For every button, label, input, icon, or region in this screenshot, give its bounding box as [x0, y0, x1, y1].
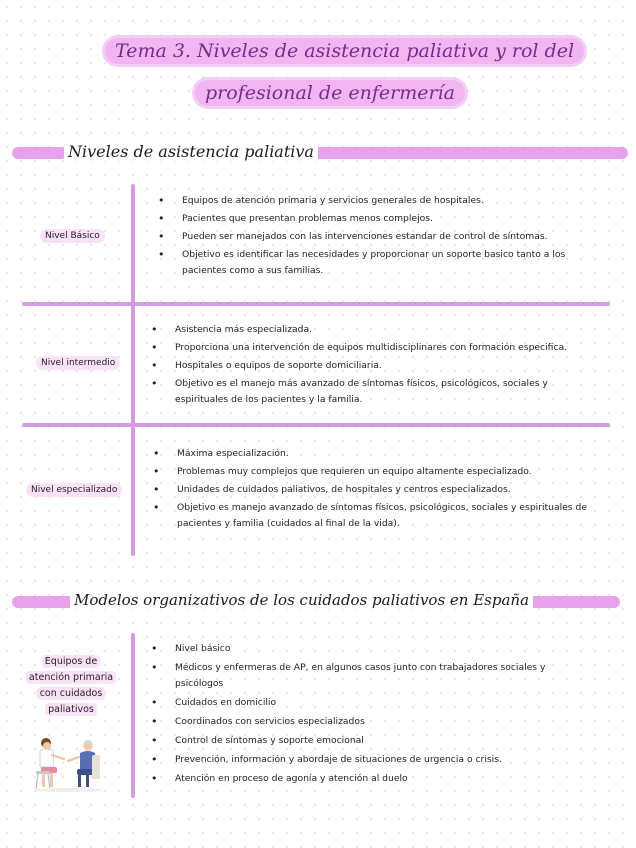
- model-label-line: atención primaria: [26, 671, 116, 684]
- list-item: • Objetivo es el manejo más avanzado de síntomas físicos, psicológicos, sociales y espirituales de los pacientes y la familia.: [151, 376, 591, 408]
- levels-divider-2: [22, 423, 610, 427]
- list-item: • Médicos y enfermeras de AP, en algunos casos junto con trabajadores sociales y psicólogos: [151, 660, 591, 692]
- model-list: [151, 641, 591, 787]
- list-item: • Máxima especialización.: [153, 446, 603, 462]
- model-label: [21, 654, 121, 718]
- model-label-line: paliativos: [45, 703, 97, 716]
- list-item: • Pacientes que presentan problemas menos complejos.: [158, 211, 598, 227]
- levels-divider-1: [22, 302, 610, 306]
- level-basic-list: [158, 193, 598, 279]
- list-item: • Atención en proceso de agonía y atención al duelo: [151, 771, 591, 787]
- level-basic-label: Nivel Básico: [40, 229, 105, 243]
- list-item: • Cuidados en domicilio: [151, 695, 591, 711]
- section-1-bar-left: [12, 147, 67, 159]
- list-item: • Nivel básico: [151, 641, 591, 657]
- list-item: • Hospitales o equipos de soporte domiciliaria.: [151, 358, 591, 374]
- level-intermediate-label: Nivel intermedio: [36, 356, 120, 370]
- list-item: • Objetivo es manejo avanzado de síntomas físicos, psicológicos, sociales y espirituales de pacientes y familia (cuidados al final de la vida).: [153, 500, 603, 532]
- section-2-heading: Modelos organizativos de los cuidados paliativos en España: [70, 591, 533, 609]
- list-item: • Asistencia más especializada.: [151, 322, 591, 338]
- list-item: • Equipos de atención primaria y servicios generales de hospitales.: [158, 193, 598, 209]
- level-intermediate-list: [151, 322, 591, 408]
- section-2-bar-left: [12, 596, 74, 608]
- list-item: • Control de síntomas y soporte emocional: [151, 733, 591, 749]
- list-item: • Proporciona una intervención de equipos multidisciplinares con formación especifica.: [151, 340, 591, 356]
- section-1-bar-right: [288, 147, 628, 159]
- level-specialized-label: Nivel especializado: [26, 483, 122, 497]
- level-specialized-list: [153, 446, 603, 532]
- page-title-line-2: profesional de enfermería: [195, 80, 465, 106]
- nurse-patient-illustration: [28, 733, 108, 793]
- model-label-line: con cuidados: [37, 687, 106, 700]
- page-title-line-1: Tema 3. Niveles de asistencia paliativa y rol del: [105, 38, 584, 64]
- list-item: • Problemas muy complejos que requieren un equipo altamente especializado.: [153, 464, 603, 480]
- section-1-heading: Niveles de asistencia paliativa: [64, 142, 318, 161]
- list-item: • Objetivo es identificar las necesidades y proporcionar un soporte basico tanto a los pacientes como a sus familias.: [158, 247, 598, 279]
- list-item: • Pueden ser manejados con las intervenciones estandar de control de síntomas.: [158, 229, 598, 245]
- list-item: • Prevención, información y abordaje de situaciones de urgencia o crisis.: [151, 752, 591, 768]
- list-item: • Coordinados con servicios especializados: [151, 714, 591, 730]
- levels-divider-vertical: [131, 184, 135, 556]
- list-item: • Unidades de cuidados paliativos, de hospitales y centros especializados.: [153, 482, 603, 498]
- model-divider-vertical: [131, 633, 135, 798]
- model-label-line: Equipos de: [42, 655, 100, 668]
